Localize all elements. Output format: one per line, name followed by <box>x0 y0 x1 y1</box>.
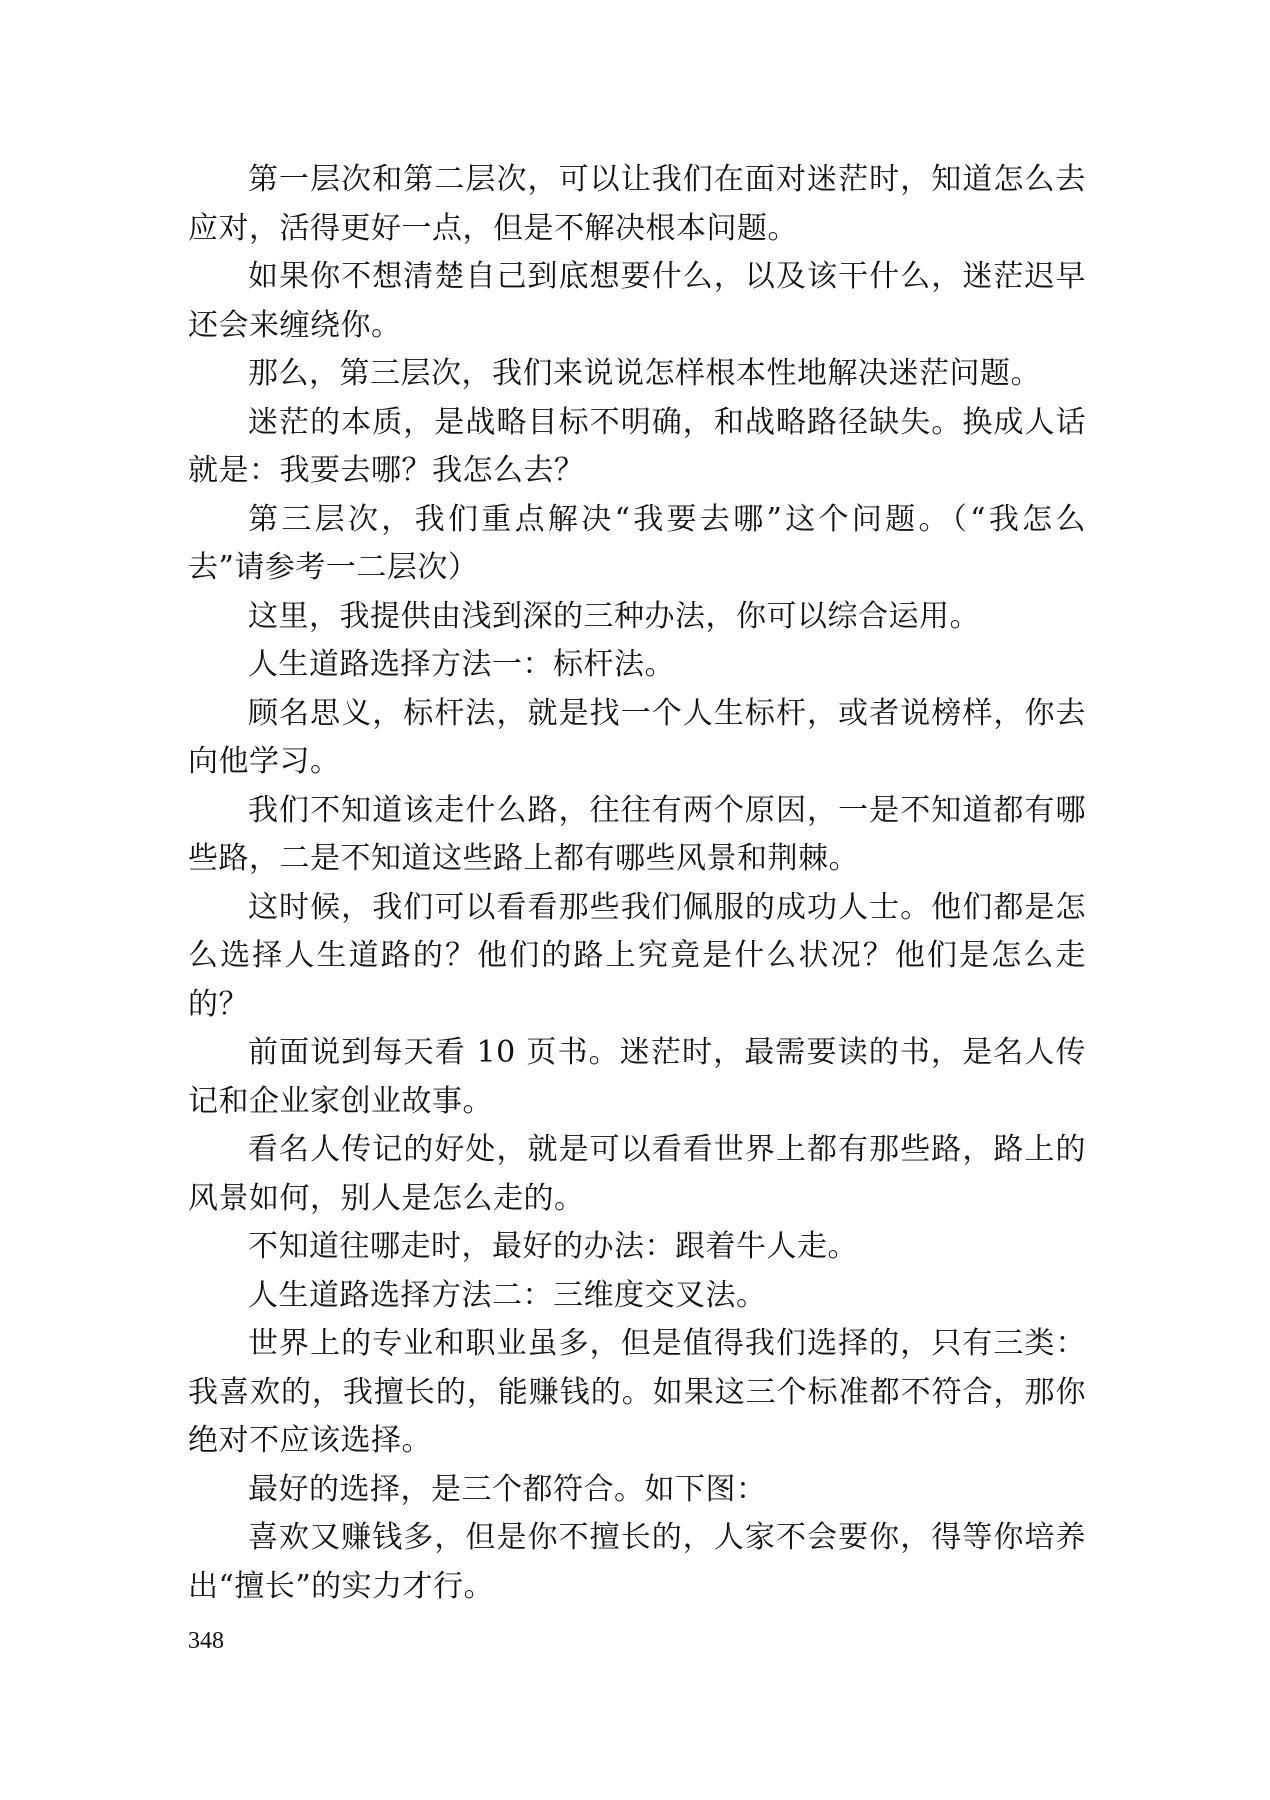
paragraph: 前面说到每天看 10 页书。迷茫时，最需要读的书，是名人传记和企业家创业故事。 <box>188 1035 1086 1119</box>
paragraph: 那么，第三层次，我们来说说怎样根本性地解决迷茫问题。 <box>248 356 1041 391</box>
paragraph: 第三层次，我们重点解决“我要去哪”这个问题。（“我怎么去”请参考一二层次） <box>188 501 1086 585</box>
paragraph: 我们不知道该走什么路，往往有两个原因，一是不知道都有哪些路，二是不知道这些路上都有哪些风景和荆棘。 <box>188 792 1086 876</box>
method-heading: 人生道路选择方法一：标杆法。 <box>248 647 675 682</box>
paragraph: 看名人传记的好处，就是可以看看世界上都有那些路，路上的风景如何，别人是怎么走的。 <box>188 1132 1086 1216</box>
paragraph: 迷茫的本质，是战略目标不明确，和战略路径缺失。换成人话就是：我要去哪？我怎么去？ <box>188 404 1086 488</box>
paragraph: 不知道往哪走时，最好的办法：跟着牛人走。 <box>248 1229 858 1264</box>
paragraph: 第一层次和第二层次，可以让我们在面对迷茫时，知道怎么去应对，活得更好一点，但是不解决根本问题。 <box>188 162 1086 246</box>
method-heading: 人生道路选择方法二：三维度交叉法。 <box>248 1277 767 1313</box>
paragraph: 如果你不想清楚自己到底想要什么，以及该干什么，迷茫迟早还会来缠绕你。 <box>188 259 1086 343</box>
paragraph: 这里，我提供由浅到深的三种办法，你可以综合运用。 <box>248 598 980 634</box>
paragraph: 世界上的专业和职业虽多，但是值得我们选择的，只有三类：我喜欢的，我擅长的，能赚钱的。如果这三个标准都不符合，那你绝对不应该选择。 <box>188 1326 1086 1458</box>
paragraph: 喜欢又赚钱多，但是你不擅长的，人家不会要你，得等你培养出“擅长”的实力才行。 <box>188 1520 1086 1604</box>
paragraph: 这时候，我们可以看看那些我们佩服的成功人士。他们都是怎么选择人生道路的？他们的路上究竟是什么状况？他们是怎么走的？ <box>188 889 1086 1022</box>
page-number: 348 <box>188 1628 224 1654</box>
paragraph: 最好的选择，是三个都符合。如下图： <box>248 1471 767 1507</box>
page-body <box>188 156 1086 1611</box>
paragraph: 顾名思义，标杆法，就是找一个人生标杆，或者说榜样，你去向他学习。 <box>188 695 1086 779</box>
